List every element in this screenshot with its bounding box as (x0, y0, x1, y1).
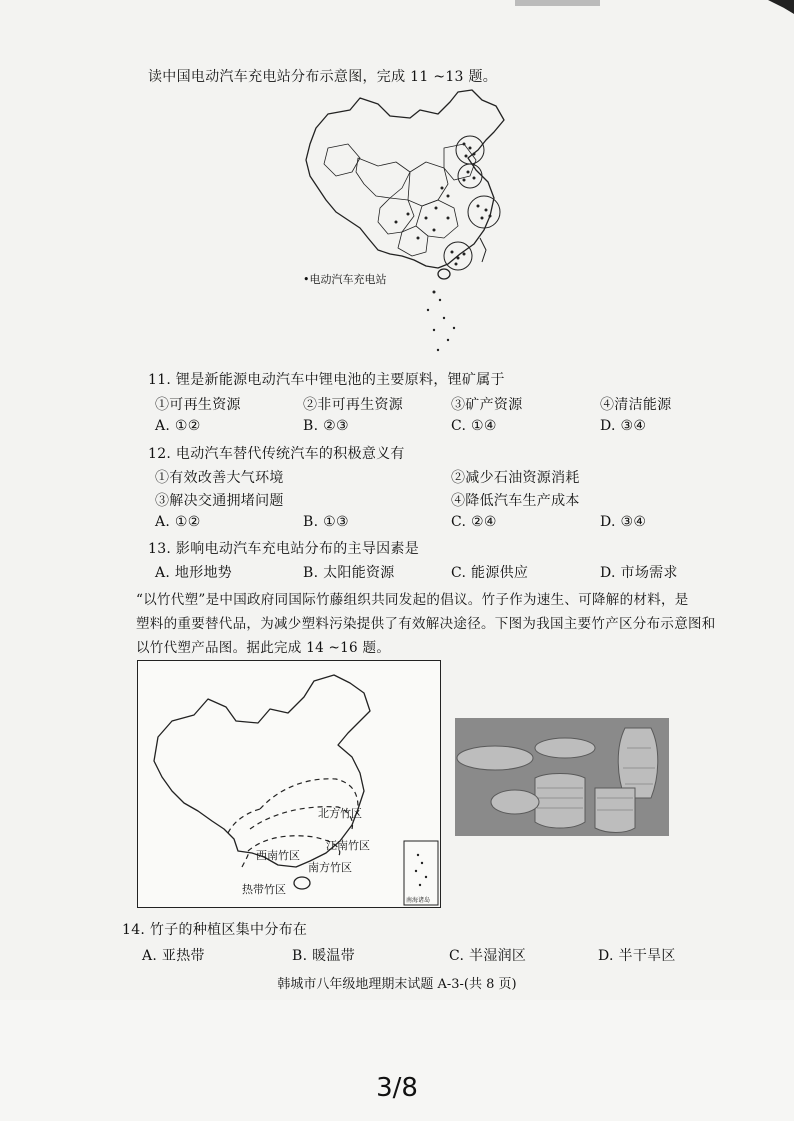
intro-text-1: 读中国电动汽车充电站分布示意图，完成 11 ~13 题。 (148, 69, 498, 85)
q12-option-a: A. ①② (155, 514, 201, 530)
q13-option-c: C. 能源供应 (451, 565, 529, 581)
page-footer: 韩城市八年级地理期末试题 A-3-(共 8 页) (277, 977, 517, 992)
q12-stem: 12. 电动汽车替代传统汽车的积极意义有 (148, 446, 405, 462)
region-label-south: 南方竹区 (308, 861, 352, 874)
bamboo-region-map (137, 660, 441, 908)
q11-option-b: B. ②③ (303, 418, 349, 434)
q13-option-a: A. 地形地势 (155, 565, 233, 581)
q12-option-d: D. ③④ (600, 514, 647, 530)
q12-item-1: ①有效改善大气环境 (155, 470, 284, 486)
q12-item-4: ④降低汽车生产成本 (451, 493, 580, 509)
q12-item-3: ③解决交通拥堵问题 (155, 493, 284, 509)
q12-option-c: C. ②④ (451, 514, 497, 530)
bamboo-products-photo (455, 718, 669, 836)
page-number: 3/8 (376, 1073, 418, 1103)
q11-option-c: C. ①④ (451, 418, 497, 434)
q11-stem: 11. 锂是新能源电动汽车中锂电池的主要原料，锂矿属于 (148, 372, 505, 388)
q11-option-a: A. ①② (155, 418, 201, 434)
q14-stem: 14. 竹子的种植区集中分布在 (122, 922, 308, 938)
q13-stem: 13. 影响电动汽车充电站分布的主导因素是 (148, 541, 420, 557)
q11-item-2: ②非可再生资源 (303, 397, 404, 413)
q14-option-a: A. 亚热带 (142, 948, 205, 964)
scan-smudge (515, 0, 600, 6)
q11-option-d: D. ③④ (600, 418, 647, 434)
q14-option-c: C. 半湿润区 (449, 948, 527, 964)
region-label-jiangnan: 江南竹区 (326, 839, 370, 852)
intro-text-2-line-1: “以竹代塑”是中国政府同国际竹藤组织共同发起的倡议。竹子作为速生、可降解的材料，是 (136, 592, 689, 608)
q11-item-4: ④清洁能源 (600, 397, 672, 413)
region-label-southwest: 西南竹区 (256, 849, 300, 862)
q14-option-d: D. 半干旱区 (598, 948, 676, 964)
region-label-north: 北方竹区 (318, 807, 362, 820)
q13-option-d: D. 市场需求 (600, 565, 678, 581)
q11-item-1: ①可再生资源 (155, 397, 241, 413)
corner-mark (768, 0, 794, 14)
q13-option-b: B. 太阳能资源 (303, 565, 395, 581)
ev-charging-station-map (298, 88, 518, 358)
inset-label: 南海诸岛 (406, 897, 431, 904)
q14-option-b: B. 暖温带 (292, 948, 355, 964)
q11-item-3: ③矿产资源 (451, 397, 523, 413)
region-label-tropical: 热带竹区 (242, 883, 286, 896)
intro-text-2-line-2: 塑料的重要替代品，为减少塑料污染提供了有效解决途径。下图为我国主要竹产区分布示意图和 (136, 616, 716, 632)
q12-option-b: B. ①③ (303, 514, 349, 530)
q12-item-2: ②减少石油资源消耗 (451, 470, 580, 486)
map1-legend: •电动汽车充电站 (303, 273, 387, 286)
intro-text-2-line-3: 以竹代塑产品图。据此完成 14 ~16 题。 (136, 640, 391, 656)
